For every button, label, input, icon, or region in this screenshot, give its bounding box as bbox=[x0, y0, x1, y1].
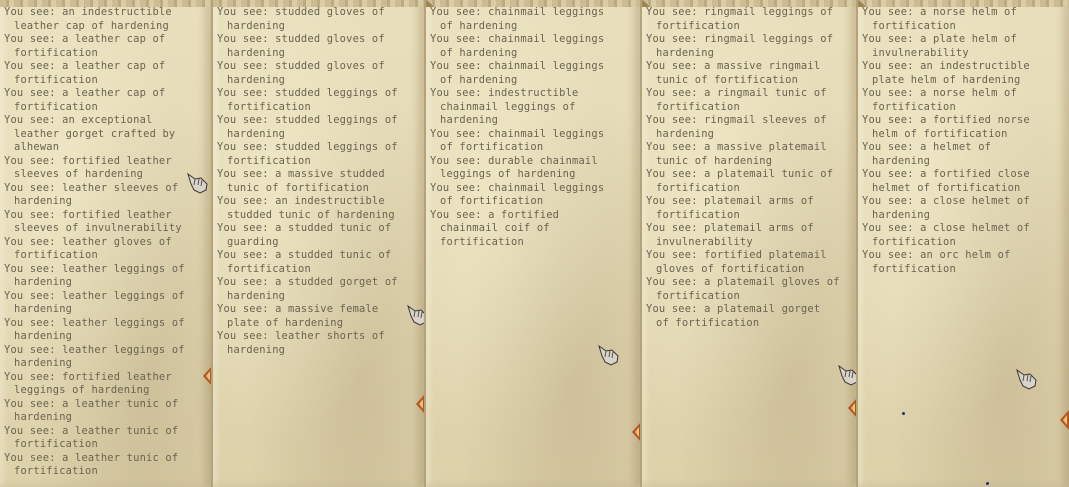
journal-line: You see: platemail arms of bbox=[646, 195, 814, 207]
journal-line: helmet of fortification bbox=[872, 181, 1021, 194]
speck bbox=[902, 412, 905, 415]
journal-line: plate of hardening bbox=[227, 316, 344, 329]
journal-line: hardening bbox=[656, 46, 715, 59]
journal-line: You see: indestructible bbox=[430, 87, 579, 99]
journal-line: You see: a leather tunic of bbox=[4, 424, 179, 437]
journal-line: of hardening bbox=[440, 46, 518, 59]
journal-line: You see: a norse helm of bbox=[862, 6, 1017, 18]
journal-line: fortification bbox=[872, 235, 956, 248]
journal-line: hardening bbox=[14, 303, 73, 315]
journal-line: You see: leather leggings of bbox=[4, 343, 185, 356]
gauntlet-cursor-icon bbox=[836, 362, 858, 388]
journal-line: tunic of fortification bbox=[227, 181, 370, 194]
journal-line: fortification bbox=[872, 262, 956, 275]
journal-line: You see: a leather cap of bbox=[4, 87, 166, 99]
journal-line: You see: chainmail leggings bbox=[430, 181, 605, 194]
journal-line: You see: a platemail tunic of bbox=[646, 168, 834, 180]
journal-line: You see: a leather cap of bbox=[4, 33, 166, 45]
journal-line: You see: a platemail gorget bbox=[646, 303, 821, 315]
journal-line: You see: an orc helm of bbox=[862, 249, 1011, 261]
journal-line: hardening bbox=[14, 411, 73, 423]
journal-line: You see: studded gloves of bbox=[217, 6, 385, 18]
journal-line: You see: studded leggings of bbox=[217, 87, 398, 99]
journal-line: You see: a close helmet of bbox=[862, 222, 1030, 234]
journal-line: You see: fortified leather bbox=[4, 154, 172, 167]
journal-line: You see: a studded tunic of bbox=[217, 222, 392, 234]
journal-line: You see: leather shorts of bbox=[217, 330, 385, 342]
journal-line: of fortification bbox=[656, 316, 760, 329]
red-banner-icon bbox=[848, 398, 857, 418]
journal-line: fortification bbox=[440, 235, 524, 248]
gauntlet-cursor-icon bbox=[1014, 366, 1040, 392]
journal-line: You see: a studded tunic of bbox=[217, 249, 392, 261]
journal-line: You see: a massive studded bbox=[217, 168, 385, 180]
journal-line: hardening bbox=[656, 127, 715, 140]
journal-line: hardening bbox=[872, 154, 931, 167]
journal-line: You see: a studded gorget of bbox=[217, 276, 398, 288]
journal-panel-4 bbox=[642, 0, 858, 487]
journal-line: You see: an indestructible bbox=[862, 60, 1030, 72]
journal-line: fortification bbox=[14, 46, 98, 59]
journal-panel-5 bbox=[858, 0, 1069, 487]
gauntlet-cursor-icon bbox=[596, 342, 622, 368]
red-banner-icon bbox=[416, 394, 425, 414]
journal-line: You see: a massive platemail bbox=[646, 141, 827, 153]
journal-line: You see: an indestructible bbox=[217, 195, 385, 207]
journal-line: tunic of hardening bbox=[656, 154, 773, 167]
journal-line: alhewan bbox=[14, 141, 60, 153]
journal-line: hardening bbox=[14, 330, 73, 342]
journal-line: You see: platemail arms of bbox=[646, 222, 814, 234]
journal-panel-3 bbox=[426, 0, 642, 487]
journal-line: You see: durable chainmail bbox=[430, 154, 598, 167]
journal-line: hardening bbox=[14, 357, 73, 369]
gauntlet-cursor-icon bbox=[185, 170, 211, 196]
red-banner-icon bbox=[632, 422, 641, 442]
journal-line: fortification bbox=[872, 100, 956, 113]
journal-line: You see: studded leggings of bbox=[217, 114, 398, 126]
journal-line: You see: a fortified bbox=[430, 208, 560, 221]
journal-line: You see: a ringmail tunic of bbox=[646, 87, 827, 99]
journal-line: You see: leather leggings of bbox=[4, 289, 185, 302]
journal-line: fortification bbox=[656, 19, 740, 32]
journal-line: gloves of fortification bbox=[656, 262, 805, 275]
journal-line: You see: a close helmet of bbox=[862, 195, 1030, 207]
journal-lines bbox=[4, 6, 207, 479]
journal-line: plate helm of hardening bbox=[872, 73, 1021, 86]
journal-line: chainmail leggings of bbox=[440, 100, 576, 113]
journal-line: You see: ringmail sleeves of bbox=[646, 114, 827, 126]
journal-line: You see: leather leggings of bbox=[4, 316, 185, 329]
journal-panel-1 bbox=[0, 0, 213, 487]
journal-lines bbox=[646, 6, 852, 330]
journal-line: hardening bbox=[440, 114, 499, 126]
journal-line: leggings of hardening bbox=[14, 384, 150, 396]
journal-line: hardening bbox=[227, 289, 286, 302]
journal-line: You see: a norse helm of bbox=[862, 87, 1017, 99]
journal-line: hardening bbox=[14, 195, 73, 207]
journal-line: fortification bbox=[14, 249, 98, 261]
journal-line: You see: leather gloves of bbox=[4, 235, 172, 248]
journal-line: You see: an exceptional bbox=[4, 114, 153, 126]
journal-line: sleeves of invulnerability bbox=[14, 222, 182, 234]
journal-line: leather cap of hardening bbox=[14, 19, 169, 32]
journal-lines bbox=[217, 6, 420, 357]
journal-line: chainmail coif of bbox=[440, 222, 550, 234]
journal-line: studded tunic of hardening bbox=[227, 208, 395, 221]
journal-line: fortification bbox=[14, 73, 98, 86]
journal-line: hardening bbox=[872, 208, 931, 221]
journal-line: helm of fortification bbox=[872, 127, 1008, 140]
journal-line: You see: a fortified close bbox=[862, 168, 1030, 180]
journal-line: fortification bbox=[14, 100, 98, 113]
journal-line: fortification bbox=[227, 262, 311, 275]
journal-line: You see: studded leggings of bbox=[217, 141, 398, 153]
journal-line: You see: leather sleeves of bbox=[4, 181, 179, 194]
journal-line: hardening bbox=[227, 19, 286, 32]
journal-line: sleeves of hardening bbox=[14, 168, 144, 180]
journal-line: You see: a plate helm of bbox=[862, 33, 1017, 45]
red-banner-icon bbox=[1060, 410, 1069, 430]
journal-line: fortification bbox=[656, 208, 740, 221]
journal-line: You see: chainmail leggings bbox=[430, 6, 605, 18]
journal-line: tunic of fortification bbox=[656, 73, 799, 86]
gauntlet-cursor-icon bbox=[405, 302, 426, 328]
journal-panel-2 bbox=[213, 0, 426, 487]
journal-line: You see: ringmail leggings of bbox=[646, 33, 834, 45]
journal-line: fortification bbox=[227, 154, 311, 167]
journal-line: You see: chainmail leggings bbox=[430, 127, 605, 140]
journal-line: of hardening bbox=[440, 19, 518, 32]
journal-line: You see: a leather cap of bbox=[4, 60, 166, 72]
journal-line: fortification bbox=[872, 19, 956, 32]
journal-line: fortification bbox=[656, 100, 740, 113]
journal-line: of fortification bbox=[440, 141, 544, 153]
journal-line: fortification bbox=[227, 100, 311, 113]
journal-line: invulnerability bbox=[872, 46, 969, 59]
journal-lines bbox=[862, 6, 1065, 276]
journal-line: You see: a platemail gloves of bbox=[646, 276, 840, 288]
journal-line: guarding bbox=[227, 235, 279, 248]
journal-line: You see: a leather tunic of bbox=[4, 451, 179, 464]
journal-line: You see: studded gloves of bbox=[217, 33, 385, 45]
journal-line: You see: fortified platemail bbox=[646, 249, 827, 261]
journal-line: You see: a fortified norse bbox=[862, 114, 1030, 126]
journal-line: of fortification bbox=[440, 195, 544, 207]
journal-line: You see: leather leggings of bbox=[4, 262, 185, 275]
journal-line: You see: chainmail leggings bbox=[430, 33, 605, 45]
journal-line: hardening bbox=[227, 73, 286, 86]
journal-line: hardening bbox=[14, 276, 73, 288]
journal-line: You see: a leather tunic of bbox=[4, 397, 179, 410]
speck bbox=[986, 482, 989, 485]
journal-line: You see: fortified leather bbox=[4, 370, 172, 383]
journal-line: hardening bbox=[227, 46, 286, 59]
journal-line: hardening bbox=[227, 343, 286, 356]
journal-line: You see: chainmail leggings bbox=[430, 60, 605, 72]
journal-line: You see: an indestructible bbox=[4, 6, 172, 18]
journal-line: fortification bbox=[656, 181, 740, 194]
journal-line: You see: studded gloves of bbox=[217, 60, 385, 72]
journal-lines bbox=[430, 6, 636, 249]
journal-line: invulnerability bbox=[656, 235, 753, 248]
journal-line: You see: a helmet of bbox=[862, 141, 992, 153]
journal-line: You see: a massive ringmail bbox=[646, 60, 821, 72]
journal-line: You see: fortified leather bbox=[4, 208, 172, 221]
journal-line: fortification bbox=[14, 465, 98, 477]
journal-line: fortification bbox=[656, 289, 740, 302]
journal-line: You see: ringmail leggings of bbox=[646, 6, 834, 18]
journal-line: You see: a massive female bbox=[217, 303, 379, 315]
journal-line: leather gorget crafted by bbox=[14, 127, 176, 140]
journal-line: leggings of hardening bbox=[440, 168, 576, 180]
red-banner-icon bbox=[203, 366, 212, 386]
journal-line: hardening bbox=[227, 127, 286, 140]
journal-line: fortification bbox=[14, 438, 98, 450]
journal-line: of hardening bbox=[440, 73, 518, 86]
